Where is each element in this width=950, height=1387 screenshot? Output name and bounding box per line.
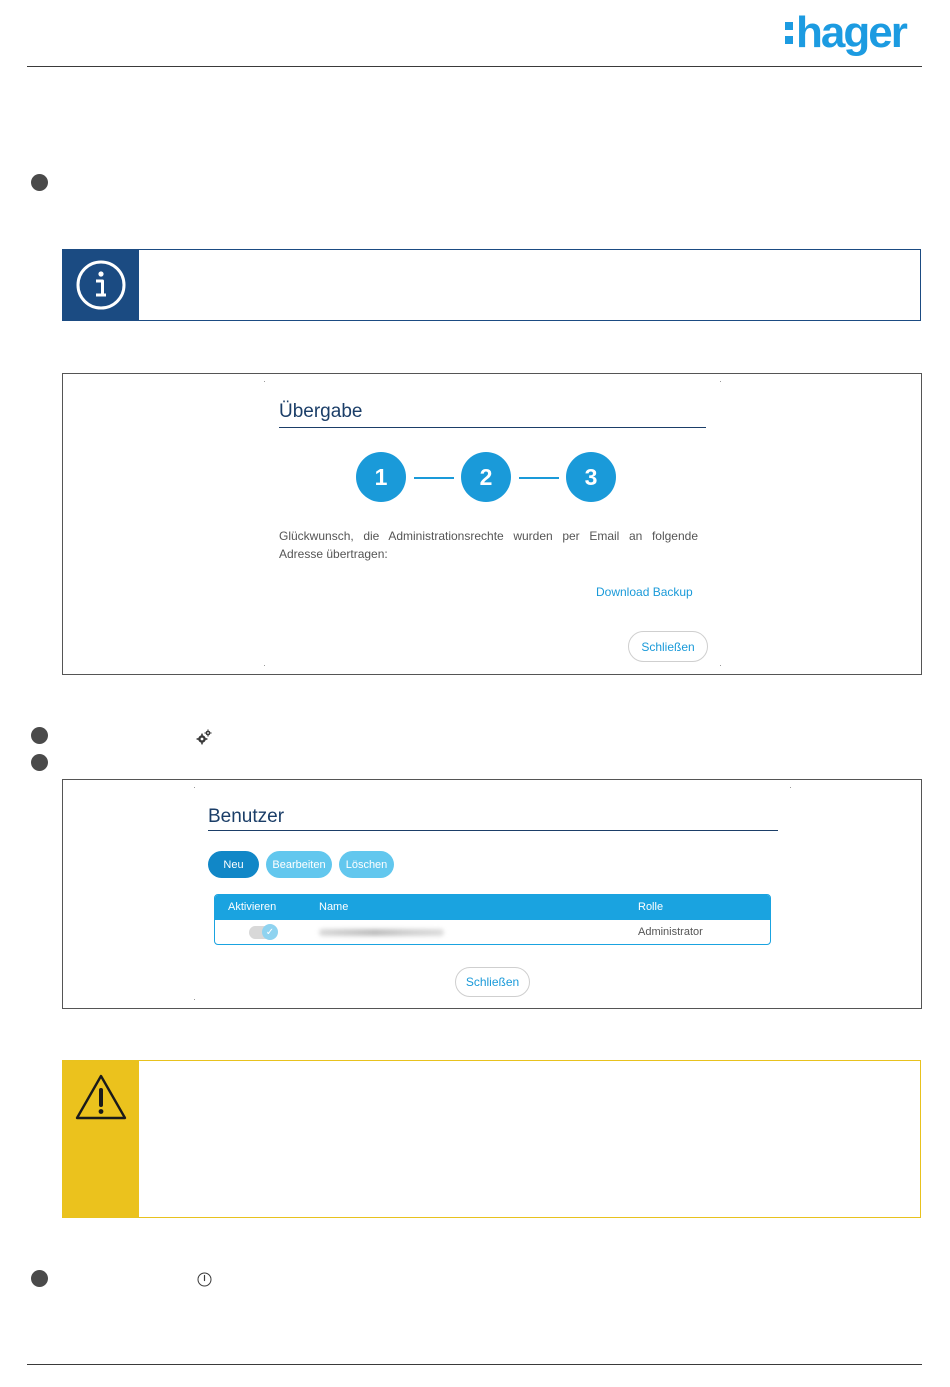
active-toggle[interactable] bbox=[249, 926, 277, 939]
download-backup-link[interactable]: Download Backup bbox=[596, 585, 693, 599]
footer-divider bbox=[27, 1364, 922, 1365]
users-screenshot bbox=[62, 779, 922, 1009]
logo-text: hager bbox=[796, 8, 906, 57]
handover-screenshot bbox=[62, 373, 922, 675]
redacted-email bbox=[319, 929, 444, 936]
gears-icon bbox=[196, 729, 212, 745]
handover-message: Glückwunsch, die Administrationsrechte wurden per Email an folgende Adresse übertragen: bbox=[279, 529, 698, 561]
hager-logo bbox=[785, 8, 920, 58]
user-role: Administrator bbox=[638, 926, 703, 938]
column-header-activate[interactable]: Aktivieren bbox=[228, 901, 277, 913]
info-note bbox=[62, 249, 921, 321]
info-note-sidebar bbox=[63, 250, 139, 320]
info-icon bbox=[75, 259, 127, 311]
edit-user-button[interactable]: Bearbeiten bbox=[266, 851, 332, 878]
step-indicator-3: 3 bbox=[566, 452, 616, 502]
close-button[interactable]: Schließen bbox=[455, 967, 530, 997]
close-button[interactable]: Schließen bbox=[628, 631, 708, 662]
delete-user-button[interactable]: Löschen bbox=[339, 851, 394, 878]
dialog-title-divider bbox=[279, 427, 706, 428]
step-bullet bbox=[31, 754, 48, 771]
table-row[interactable] bbox=[215, 920, 770, 944]
step-bullet bbox=[31, 727, 48, 744]
step-indicator-2: 2 bbox=[461, 452, 511, 502]
header-divider bbox=[27, 66, 922, 67]
table-header bbox=[215, 895, 770, 920]
warning-note-sidebar bbox=[63, 1061, 139, 1217]
step-connector bbox=[414, 477, 454, 479]
step-indicator-1: 1 bbox=[356, 452, 406, 502]
dialog-title: Übergabe bbox=[279, 401, 363, 422]
column-header-role[interactable]: Rolle bbox=[638, 901, 664, 913]
step-connector bbox=[519, 477, 559, 479]
new-user-button[interactable]: Neu bbox=[208, 851, 259, 878]
warning-note bbox=[62, 1060, 921, 1218]
dialog-title-divider bbox=[208, 830, 778, 831]
logo-colon-mark bbox=[785, 13, 793, 53]
step-bullet bbox=[31, 174, 48, 191]
check-icon: ✓ bbox=[262, 924, 278, 940]
users-table bbox=[214, 894, 771, 945]
warning-icon bbox=[74, 1073, 128, 1121]
power-icon bbox=[197, 1272, 212, 1287]
dialog-title: Benutzer bbox=[208, 806, 285, 827]
column-header-name[interactable]: Name bbox=[319, 901, 349, 913]
step-bullet bbox=[31, 1270, 48, 1287]
